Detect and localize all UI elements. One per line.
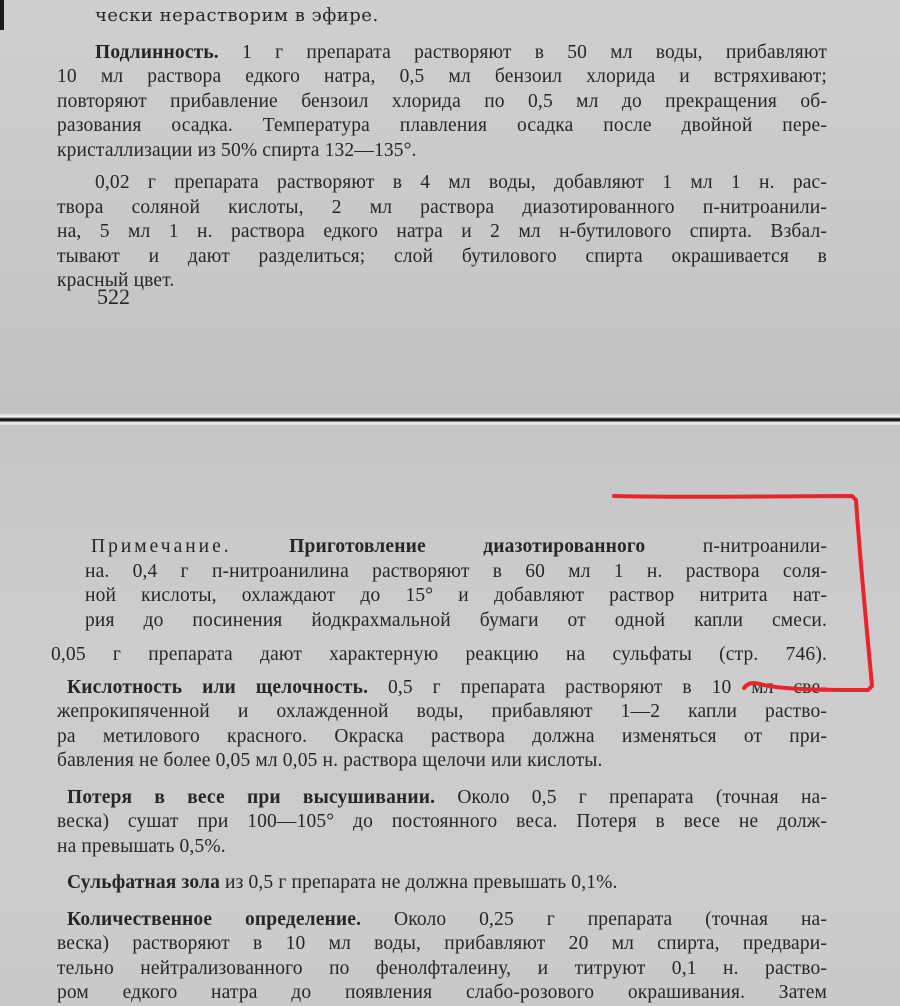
paragraph-line (57, 41, 827, 66)
page-bottom-text (51, 535, 827, 1006)
paragraph-line: жепрокипяченной и охлажденной воды, прибавляют 1—2 капли раство- (57, 701, 827, 722)
paragraph-loss-on-drying (57, 786, 827, 860)
paragraph-line: веска) сушат при 100—105° до постоянного веса. Потеря в весе не долж- (57, 811, 827, 832)
paragraph-line: красный цвет. (57, 270, 175, 291)
paragraph-diazo-test (57, 171, 827, 294)
note-line: ной кислоты, охлаждают до 15° и добавляют раствор нитрита нат- (85, 585, 827, 606)
line-text: 1 г препарата растворяют в 50 мл воды, прибавляют (242, 41, 828, 63)
paragraph-line: бавления не более 0,05 мл 0,05 н. раствора щелочи или кислоты. (57, 750, 603, 771)
partial-line: чески нерастворим в эфире. (95, 5, 379, 26)
line-text: Около 0,5 г препарата (точная на- (457, 786, 827, 808)
paragraph-line: 0,02 г препарата растворяют в 4 мл воды, добавляют 1 мл 1 н. рас- (95, 172, 827, 193)
paragraph-heading: Сульфатная зола (67, 872, 220, 893)
paragraph-line (57, 786, 827, 811)
paragraph-line: повторяют прибавление бензоил хлорида по 0,5 мл до прекращения об- (57, 90, 827, 112)
paragraph-line: тельно нейтрализованного по фенолфталеину, и титруют 0,1 н. раство- (57, 957, 827, 979)
paragraph-line: 10 мл раствора едкого натра, 0,5 мл бензоил хлорида и встряхивают; (57, 66, 827, 87)
note-line: на. 0,4 г п-нитроанилина растворяют в 60 мл 1 н. раствора соля- (85, 560, 827, 582)
paragraph-line (57, 908, 827, 933)
paragraph-line: ра метилового красного. Окраска раствора должна изменяться от при- (57, 725, 827, 747)
paragraph-line: твора соляной кислоты, 2 мл раствора диазотированного п-нитроанили- (57, 196, 827, 218)
line-text: из 0,5 г препарата не должна превышать 0,1%. (225, 872, 618, 893)
paragraph-line: на превышать 0,5%. (57, 835, 226, 857)
paragraph-line (57, 676, 827, 701)
paragraph-authenticity (57, 41, 827, 164)
line-text: Около 0,25 г препарата (точная на- (393, 908, 827, 930)
line-text: 0,5 г препарата растворяют в 10 мл све- (388, 676, 827, 698)
note-block (57, 535, 827, 633)
page-number: 522 (97, 284, 130, 309)
scanned-page-bottom (0, 425, 900, 1003)
paragraph-acidity (57, 676, 827, 774)
scanned-page-top (0, 0, 900, 416)
paragraph-line: тывают и дают разделиться; слой бутилового спирта окрашивается в (57, 245, 827, 267)
paragraph-heading: Потеря в весе при высушивании. (67, 786, 436, 808)
paragraph-heading: Кислотность или щелочность. (67, 676, 369, 698)
note-line: рия до посинения йодкрахмальной бумаги от одной капли смеси. (85, 609, 827, 631)
paragraph-line: веска) растворяют в 10 мл воды, прибавляют 20 мл спирта, предвари- (57, 933, 827, 954)
sulfate-reaction-line: 0,05 г препарата дают характерную реакцию на сульфаты (стр. 746). (51, 644, 827, 665)
note-heading: Приготовление диазотированного (289, 536, 646, 557)
paragraph-heading: Подлинность. (95, 41, 219, 63)
paragraph-heading: Количественное определение. (67, 908, 362, 930)
paragraph-sulfated-ash (57, 871, 827, 896)
paragraph-line: кристаллизации из 50% спирта 132—135°. (57, 139, 417, 161)
paragraph-line: разования осадка. Температура плавления осадка после двойной пере- (57, 115, 827, 136)
note-line (85, 535, 827, 560)
line-text: п-нитроанили- (702, 536, 827, 557)
paragraph-assay (57, 908, 827, 1006)
note-label: Примечание. (91, 536, 232, 557)
page-top-text (57, 4, 827, 294)
paragraph-line (57, 871, 827, 896)
page-edge-shadow (0, 0, 4, 30)
paragraph-line: ром едкого натра до появления слабо-розового окрашивания. Затем (57, 982, 827, 1003)
paragraph-line: на, 5 мл 1 н. раствора едкого натра и 2 мл н-бутилового спирта. Взбал- (57, 221, 827, 242)
